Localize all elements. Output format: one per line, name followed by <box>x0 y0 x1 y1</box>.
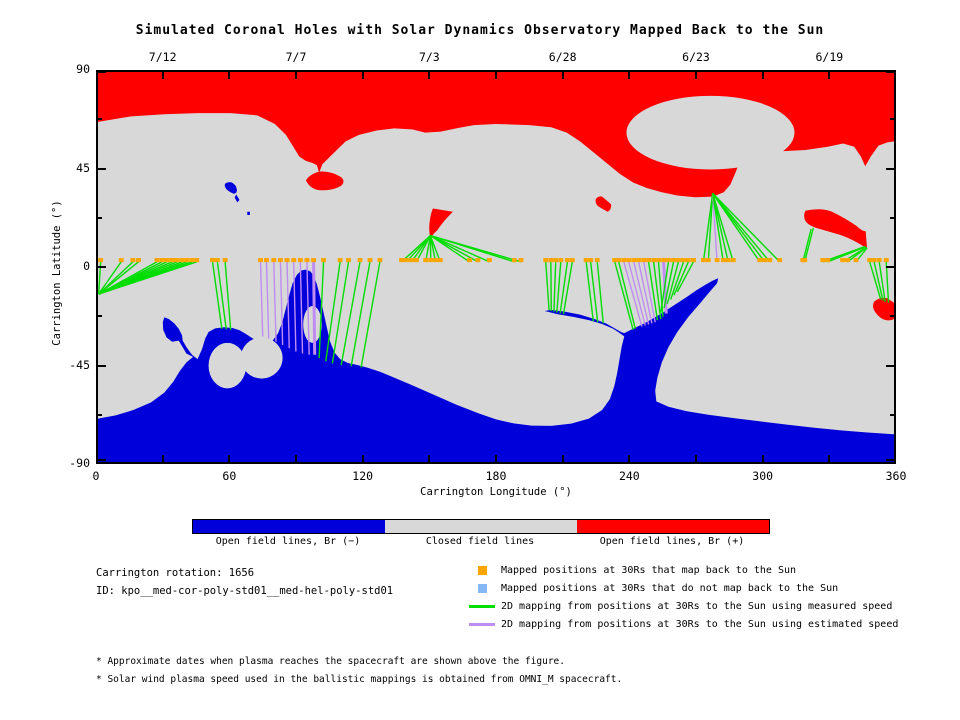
y-tick-label: 45 <box>76 160 90 175</box>
mapped-position-dot <box>641 258 646 262</box>
mapped-position-dot <box>487 258 492 262</box>
mapped-position-dot <box>428 258 433 262</box>
x-axis-title: Carrington Longitude (°) <box>420 486 572 498</box>
mapped-position-dot <box>346 258 351 262</box>
axis-tick <box>98 266 106 268</box>
mapped-position-dot <box>215 258 220 262</box>
mapped-position-dot <box>311 258 316 262</box>
legend-line-swatch <box>468 623 496 626</box>
mapped-position-dot <box>475 258 480 262</box>
mapped-position-dot <box>731 258 736 262</box>
swatch-lightblue <box>478 584 487 593</box>
region-closed-field-polar-island <box>626 96 794 170</box>
legend-item <box>468 597 898 615</box>
mapped-position-dot <box>726 258 731 262</box>
footnote: * Approximate dates when plasma reaches the spacecraft are shown above the figure. <box>96 656 565 667</box>
mapped-position-dot <box>210 258 215 262</box>
mapped-position-dot <box>98 258 103 262</box>
mapped-position-dot <box>278 258 283 262</box>
axis-tick <box>162 72 164 79</box>
colorbar-label: Open field lines, Br (−) <box>215 536 361 547</box>
mapped-position-dot <box>777 258 782 262</box>
axis-tick <box>428 455 430 462</box>
axis-tick <box>98 168 106 170</box>
mapped-position-dot <box>681 258 686 262</box>
mapped-position-dot <box>666 258 671 262</box>
x-tick-label: 300 <box>752 469 774 483</box>
chart-title: Simulated Coronal Holes with Solar Dynamics Observatory Mapped Back to the Sun <box>135 23 825 38</box>
mapped-position-dot <box>715 258 720 262</box>
mapped-position-dot <box>338 258 343 262</box>
mapped-position-dot <box>616 258 621 262</box>
colorbar-label: Closed field lines <box>425 536 535 547</box>
axis-tick <box>428 72 430 79</box>
date-label: 7/3 <box>418 50 440 64</box>
axis-tick <box>628 72 630 79</box>
axis-tick <box>98 459 106 461</box>
axis-tick <box>886 168 894 170</box>
mapped-position-dot <box>368 258 373 262</box>
legend-item-label: Mapped positions at 30Rs that map back to the Sun <box>501 564 797 576</box>
mapped-position-dot <box>131 258 136 262</box>
mapped-position-dot <box>438 258 443 262</box>
mapped-position-dot <box>414 258 419 262</box>
mapped-position-dot <box>584 258 589 262</box>
mapped-position-dot <box>701 258 706 262</box>
x-tick-label: 0 <box>92 469 100 483</box>
plot-area <box>96 70 896 464</box>
mapped-position-dot <box>767 258 772 262</box>
y-tick-label: -90 <box>69 456 90 470</box>
mapped-position-dot <box>867 258 872 262</box>
mapped-position-dot <box>845 258 850 262</box>
model-id-text: ID: kpo__med-cor-poly-std01__med-hel-poly-std01 <box>96 585 394 597</box>
colorbar-segment-red <box>577 520 769 533</box>
region-closed-field-hole-west2 <box>241 337 283 378</box>
date-label: 6/19 <box>815 50 844 64</box>
mapped-position-dot <box>223 258 228 262</box>
mapped-position-dot <box>285 258 290 262</box>
mapped-position-dot <box>119 258 124 262</box>
mapped-position-dot <box>636 258 641 262</box>
mapped-position-dot <box>358 258 363 262</box>
mapped-position-dot <box>190 258 195 262</box>
date-label: 7/7 <box>285 50 307 64</box>
axis-tick <box>295 72 297 79</box>
axis-tick <box>886 71 894 73</box>
info-block <box>96 564 393 600</box>
axis-tick <box>562 455 564 462</box>
mapped-position-dot <box>258 258 263 262</box>
date-label: 7/12 <box>148 50 177 64</box>
mapped-position-dot <box>820 258 825 262</box>
legend-item-label: 2D mapping from positions at 30Rs to the Sun using measured speed <box>501 600 893 612</box>
mapped-position-dot <box>656 258 661 262</box>
mapped-position-dot <box>136 258 141 262</box>
axis-tick <box>495 72 497 79</box>
mapped-position-dot <box>543 258 548 262</box>
mapped-position-dot <box>423 258 428 262</box>
axis-tick <box>362 455 364 462</box>
mapped-position-dot <box>570 258 575 262</box>
axis-tick <box>98 71 106 73</box>
mapped-position-dot <box>180 258 185 262</box>
legend-item-label: Mapped positions at 30Rs that do not map back to the Sun <box>501 582 839 594</box>
mapped-position-dot <box>305 258 310 262</box>
mapped-position-dot <box>825 258 830 262</box>
y-tick-label: -45 <box>69 357 90 372</box>
axis-tick <box>890 315 894 317</box>
mapped-position-dot <box>291 258 296 262</box>
axis-tick <box>828 455 830 462</box>
mapped-position-dot <box>595 258 600 262</box>
mapped-position-dot <box>646 258 651 262</box>
mapped-position-dot <box>872 258 877 262</box>
mapped-position-dot <box>621 258 626 262</box>
axis-tick <box>562 72 564 79</box>
axis-tick <box>695 72 697 79</box>
footnotes <box>96 653 622 689</box>
legend-line-swatch <box>468 605 496 608</box>
mapped-position-dot <box>706 258 711 262</box>
axis-tick <box>890 118 894 120</box>
mapped-position-dot <box>298 258 303 262</box>
axis-tick <box>295 455 297 462</box>
axis-tick <box>886 365 894 367</box>
mapped-position-dot <box>155 258 160 262</box>
colorbar-segment-gray <box>385 520 577 533</box>
legend-item-label: 2D mapping from positions at 30Rs to the Sun using estimated speed <box>501 618 899 630</box>
x-tick-label: 180 <box>485 469 507 483</box>
date-label: 6/28 <box>548 50 577 64</box>
colorbar-label: Open field lines, Br (+) <box>599 536 745 547</box>
mapped-position-dot <box>840 258 845 262</box>
mapped-position-dot <box>558 258 563 262</box>
legend-item <box>468 579 898 597</box>
mapped-position-dot <box>884 258 889 262</box>
swatch-orange <box>478 566 487 575</box>
axis-tick <box>362 72 364 79</box>
mapped-position-dot <box>626 258 631 262</box>
region-closed-field-hole-tower <box>303 306 322 343</box>
axis-tick <box>98 118 102 120</box>
swatch-purple <box>469 623 495 626</box>
axis-tick <box>98 217 102 219</box>
mapped-position-dot <box>399 258 404 262</box>
date-label: 6/23 <box>682 50 710 64</box>
axis-tick <box>886 459 894 461</box>
mapped-position-dot <box>264 258 269 262</box>
mapped-position-dot <box>588 258 593 262</box>
axis-tick <box>228 455 230 462</box>
y-tick-label: 0 <box>83 259 90 273</box>
axis-tick <box>762 455 764 462</box>
axis-tick <box>762 72 764 79</box>
axis-tick <box>890 217 894 219</box>
axis-tick <box>828 72 830 79</box>
axis-tick <box>98 414 102 416</box>
x-tick-label: 120 <box>352 469 374 483</box>
mapped-position-dot <box>512 258 517 262</box>
mapped-position-dot <box>433 258 438 262</box>
mapped-position-dot <box>651 258 656 262</box>
swatch-green <box>469 605 495 608</box>
mapped-position-dot <box>409 258 414 262</box>
mapped-position-dot <box>676 258 681 262</box>
polarity-colorbar <box>192 519 770 534</box>
mapped-position-dot <box>165 258 170 262</box>
mapped-position-dot <box>671 258 676 262</box>
axis-tick <box>695 455 697 462</box>
mapped-position-dot <box>194 258 199 262</box>
mapped-position-dot <box>802 258 807 262</box>
mapped-position-dot <box>757 258 762 262</box>
mapped-position-dot <box>170 258 175 262</box>
legend-square-swatch <box>468 584 496 593</box>
mapped-position-dot <box>691 258 696 262</box>
mapped-position-dot <box>721 258 726 262</box>
mapped-position-dot <box>762 258 767 262</box>
mapped-position-dot <box>519 258 524 262</box>
mapped-position-dot <box>553 258 558 262</box>
mapped-position-dot <box>271 258 276 262</box>
mapped-position-dot <box>548 258 553 262</box>
legend-item <box>468 615 898 633</box>
mapped-position-dot <box>661 258 666 262</box>
mapped-position-dot <box>877 258 882 262</box>
mapped-position-dot <box>321 258 326 262</box>
mapped-position-dot <box>854 258 859 262</box>
legend-square-swatch <box>468 566 496 575</box>
legend <box>468 561 898 633</box>
axis-tick <box>495 455 497 462</box>
mapped-position-dot <box>160 258 165 262</box>
region-closed-field-hole-west <box>209 343 247 389</box>
synoptic-map-svg <box>98 72 894 462</box>
axis-tick <box>628 455 630 462</box>
mapping-line-estimated <box>314 262 315 355</box>
x-tick-label: 240 <box>618 469 640 483</box>
legend-item <box>468 561 898 579</box>
x-tick-label: 60 <box>222 469 237 483</box>
y-tick-label: 90 <box>76 62 90 76</box>
carrington-rotation-text: Carrington rotation: 1656 <box>96 567 255 579</box>
axis-tick <box>162 455 164 462</box>
x-tick-label: 360 <box>885 469 907 483</box>
y-axis-title: Carrington Latitude (°) <box>51 200 63 346</box>
axis-tick <box>98 315 102 317</box>
footnote: * Solar wind plasma speed used in the ballistic mappings is obtained from OMNI_M spacecraft. <box>96 674 623 685</box>
mapped-position-dot <box>175 258 180 262</box>
axis-tick <box>228 72 230 79</box>
mapped-position-dot <box>686 258 691 262</box>
mapped-position-dot <box>404 258 409 262</box>
mapped-position-dot <box>377 258 382 262</box>
axis-tick <box>98 365 106 367</box>
mapped-position-dot <box>467 258 472 262</box>
axis-tick <box>890 414 894 416</box>
axis-tick <box>886 266 894 268</box>
colorbar-segment-blue <box>193 520 385 533</box>
mapped-position-dot <box>565 258 570 262</box>
mapped-position-dot <box>631 258 636 262</box>
mapped-position-dot <box>184 258 189 262</box>
